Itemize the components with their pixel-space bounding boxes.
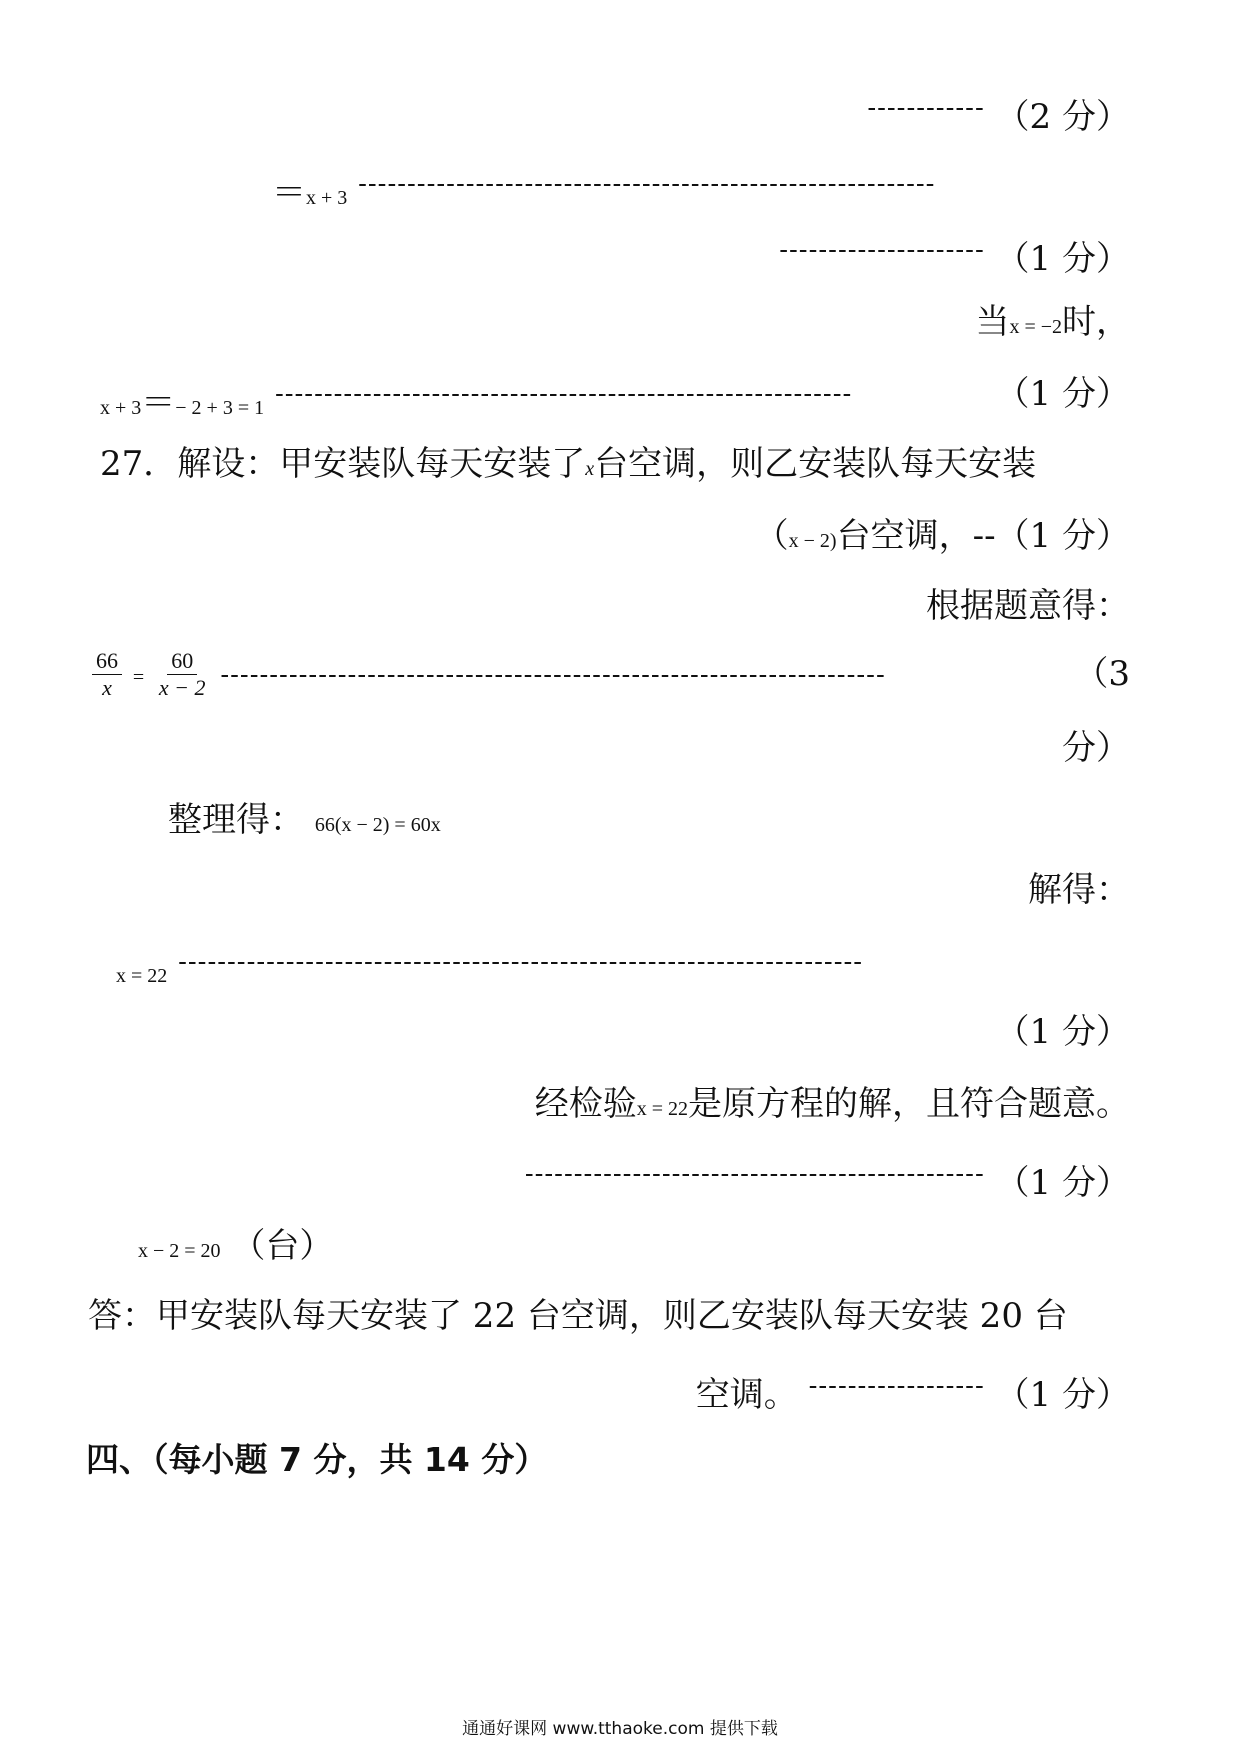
fraction-numerator: 66: [92, 648, 122, 675]
section-heading-text: 四、（每小题 7 分，共 14 分）: [86, 1440, 548, 1479]
setup-text: 27．解设：甲安装队每天安装了: [100, 444, 586, 484]
evaluation-line: [100, 374, 1130, 428]
when-text: 当: [975, 302, 1010, 342]
setup-text-continued: 台空调，则乙安装队每天安装: [594, 444, 1037, 484]
check-line: [535, 1084, 1130, 1129]
dash-leader: ------------: [867, 93, 985, 123]
score-label: （2 分）: [995, 97, 1130, 137]
according-text: 根据题意得：: [926, 586, 1130, 626]
fraction-denominator: x: [102, 675, 112, 700]
section-four-heading: [86, 1440, 547, 1480]
fraction-numerator: 60: [167, 648, 197, 675]
score-line-3: [779, 230, 1130, 279]
math-expression: − 2 + 3 = 1: [175, 397, 265, 419]
math-expression: x = 22: [116, 965, 168, 987]
dash-leader: --------------------------------------------------------------------: [220, 659, 886, 690]
dash-leader: ---------------------: [779, 235, 985, 265]
according-line: [926, 586, 1130, 626]
answer-line: [88, 1296, 1068, 1336]
fraction-denominator: x − 2: [158, 675, 206, 700]
when-line: [975, 302, 1130, 347]
equation-line: [92, 648, 1130, 708]
solution-line: [116, 942, 863, 996]
math-expression: 66(x − 2) = 60x: [314, 814, 441, 836]
setup-text: 台空调，--（1 分）: [836, 516, 1130, 556]
answer-text: 空调。: [695, 1375, 798, 1415]
answer-line-2: [696, 1366, 1130, 1415]
unit-label: （台）: [231, 1226, 334, 1266]
dash-leader: ----------------------------------------------------------------------: [178, 947, 864, 977]
math-expression: x − 2): [788, 530, 837, 552]
page-footer: [0, 1714, 1240, 1739]
math-expression: x = 22: [636, 1098, 688, 1120]
simplify-label: 整理得：: [168, 800, 304, 840]
score-line-14: [996, 1012, 1130, 1052]
dash-leader: -----------------------------------------------------------: [358, 169, 936, 199]
solve-label-line: [1028, 870, 1130, 910]
math-expression: x − 2 = 20: [138, 1240, 221, 1262]
step-line-x-plus-3: [272, 164, 935, 218]
equals-sign: ＝: [141, 383, 176, 423]
open-paren: （: [754, 516, 789, 556]
score-label: （1 分）: [995, 1375, 1130, 1415]
score-label: （3: [1074, 654, 1130, 694]
when-suffix: 时，: [1062, 302, 1130, 342]
fraction-66-over-x: [92, 648, 122, 701]
score-label: （1 分）: [995, 1163, 1130, 1203]
score-continued: [1062, 728, 1130, 768]
equals-sign: =: [132, 666, 145, 689]
math-expression: x + 3: [306, 187, 348, 209]
score-line-1: [867, 88, 1130, 137]
score-label: （1 分）: [995, 1012, 1130, 1052]
math-expression: x = −2: [1009, 316, 1062, 338]
check-text: 经检验: [534, 1084, 637, 1124]
dash-leader: -----------------------------------------------: [524, 1159, 985, 1189]
check-text-continued: 是原方程的解，且符合题意。: [688, 1084, 1130, 1124]
equals-sign: ＝: [272, 173, 306, 213]
setup-line-2: [755, 516, 1130, 561]
fraction-60-over-x-minus-2: [155, 648, 210, 701]
dash-leader: -----------------------------------------------------------: [274, 379, 853, 409]
answer-text: 答：甲安装队每天安装了 22 台空调，则乙安装队每天安装 20 台: [88, 1296, 1068, 1336]
solve-label: 解得：: [1028, 870, 1130, 910]
simplify-line: [168, 800, 441, 845]
variable-x: x: [585, 458, 595, 480]
score-label: 分）: [1062, 728, 1130, 768]
score-label: （1 分）: [995, 374, 1130, 414]
score-label: （1 分）: [995, 239, 1130, 279]
footer-text: 通通好课网 www.tthaoke.com 提供下载: [462, 1719, 778, 1739]
second-team-line: [138, 1226, 333, 1271]
dash-leader: ------------------: [808, 1371, 985, 1401]
score-line-16: [525, 1154, 1130, 1203]
math-expression: x + 3: [100, 397, 142, 419]
problem-27-setup: [100, 444, 1036, 489]
